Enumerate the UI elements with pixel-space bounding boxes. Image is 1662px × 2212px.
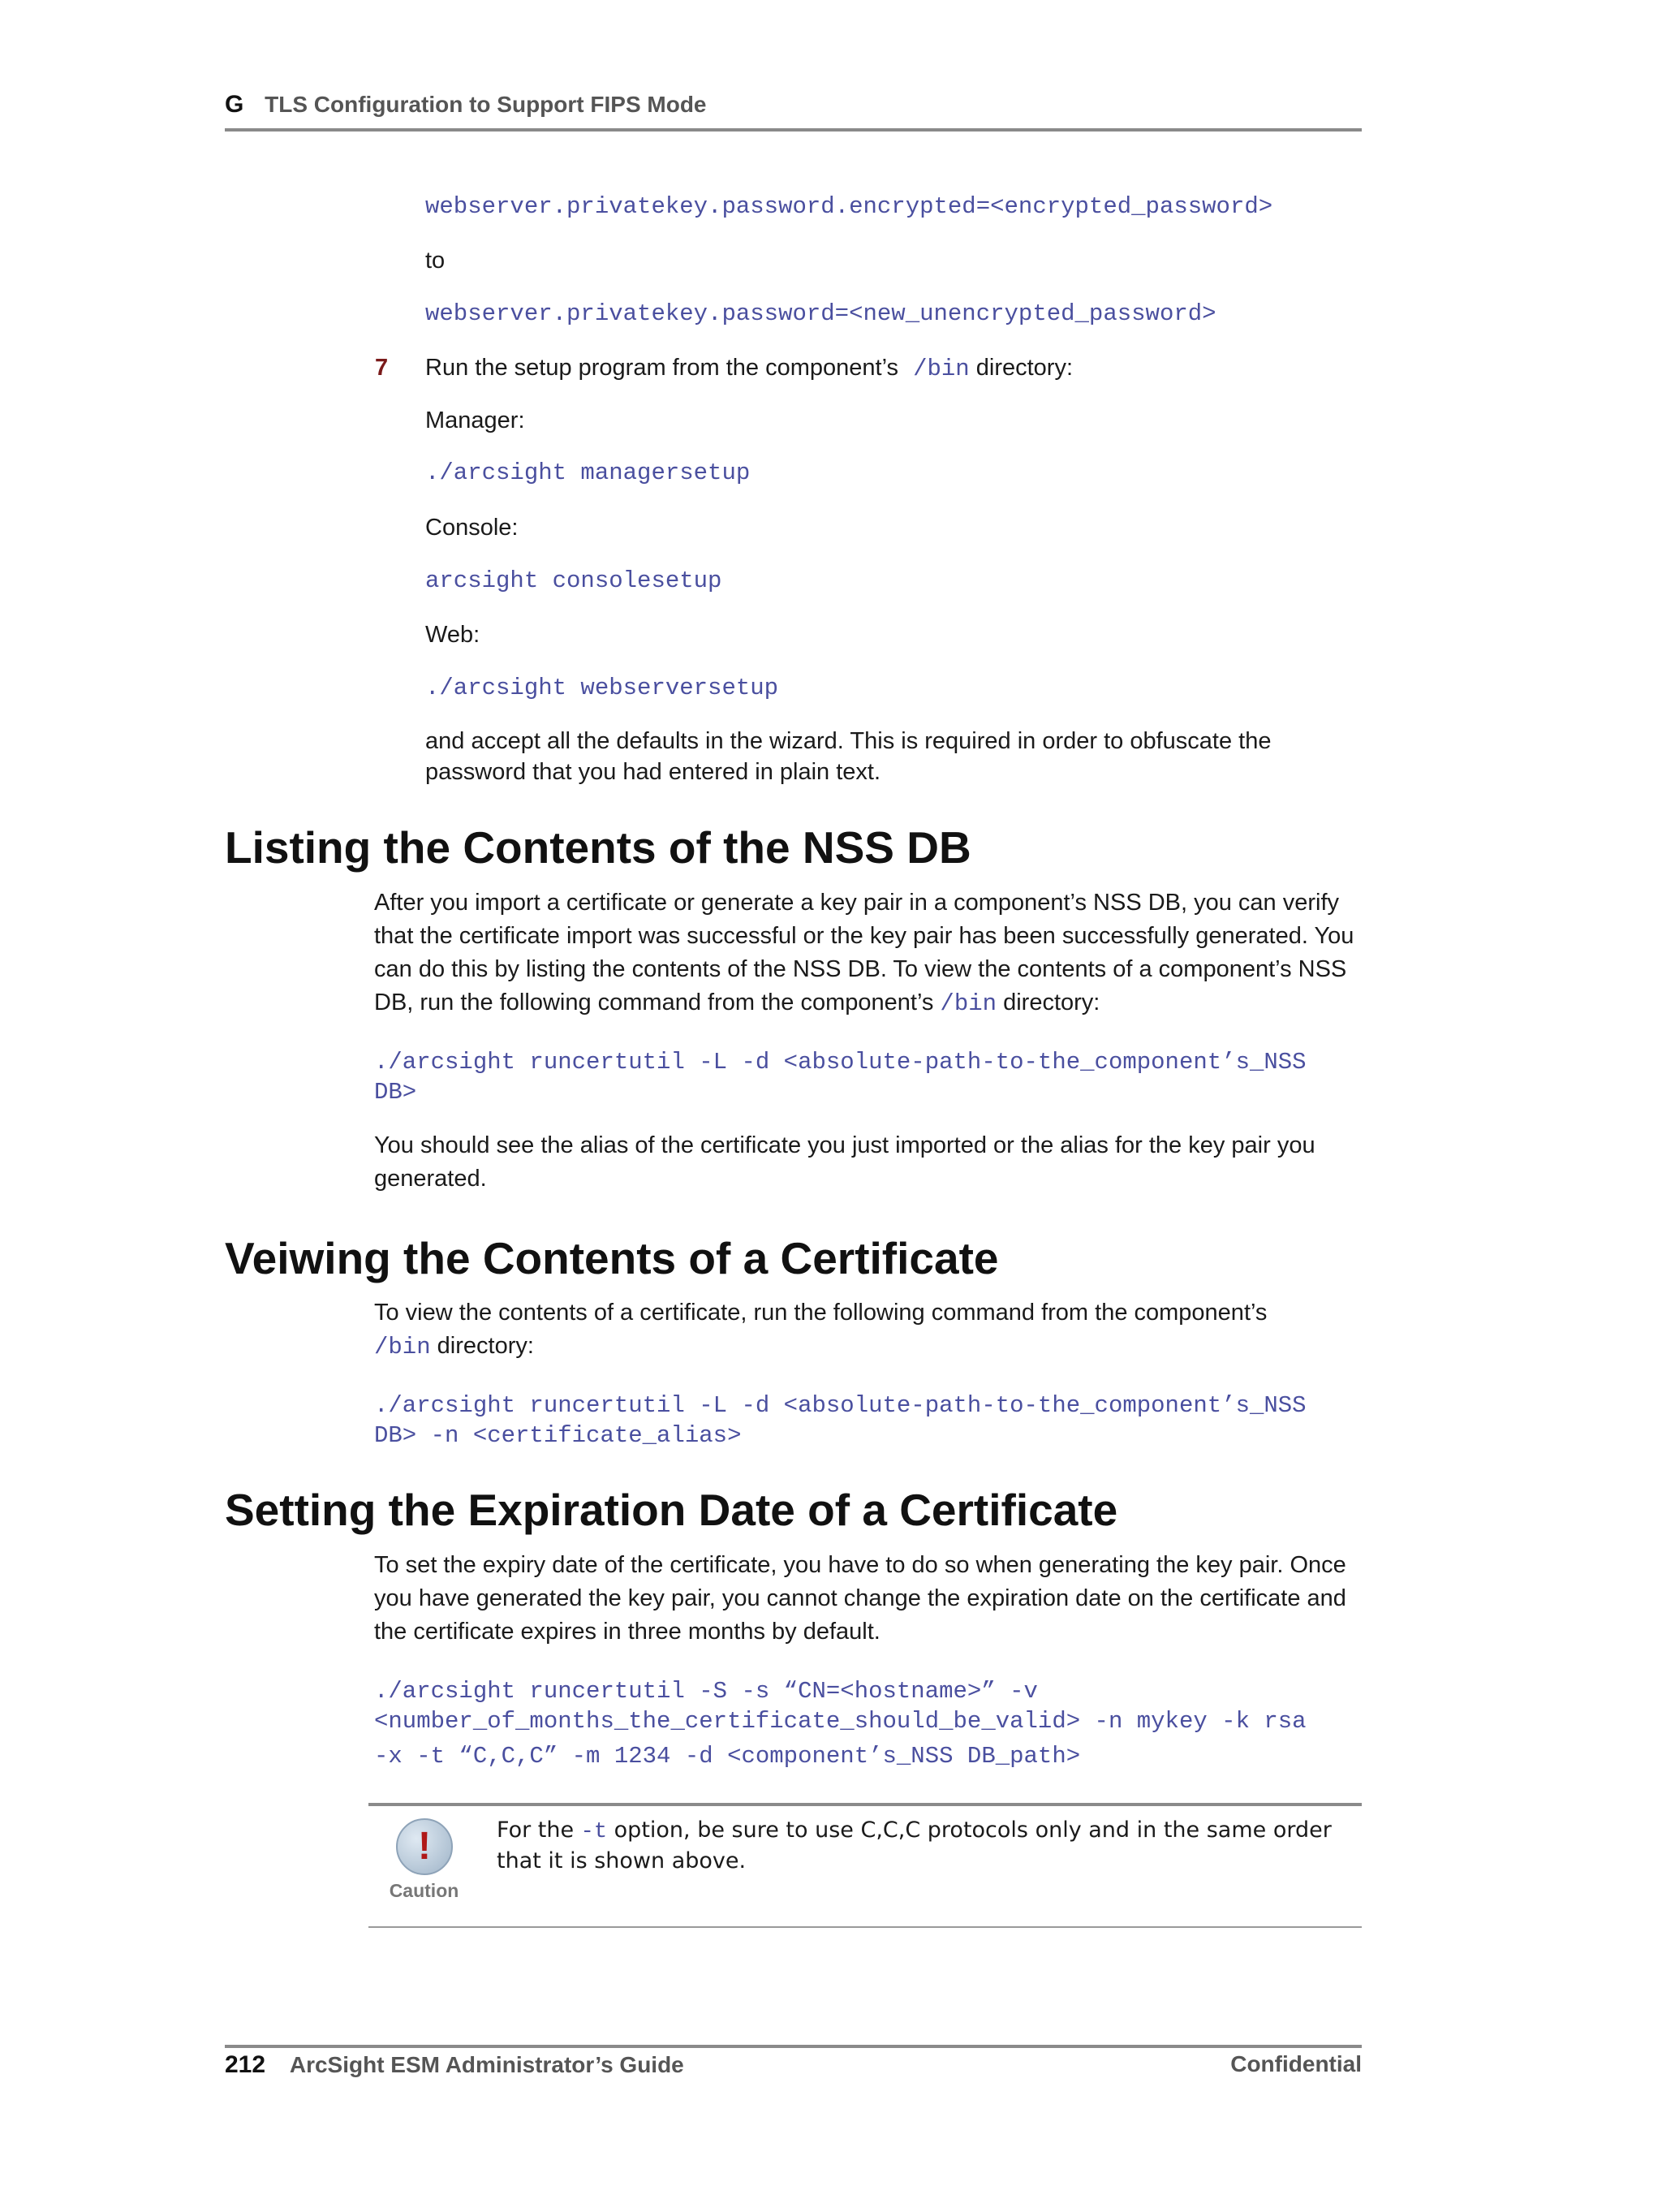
expiration-command-line2: <number_of_months_the_certificate_should_be_valid> -n mykey -k rsa	[374, 1708, 1307, 1735]
to-word: to	[425, 248, 446, 274]
chapter-title: TLS Configuration to Support FIPS Mode	[265, 92, 707, 117]
code-encrypted-password: webserver.privatekey.password.encrypted=<encrypted_password>	[425, 193, 1273, 220]
manager-label: Manager:	[425, 407, 525, 433]
heading-listing-nss-db: Listing the Contents of the NSS DB	[225, 822, 971, 873]
web-label: Web:	[425, 622, 480, 648]
step-text-before: Run the setup program from the component’s	[425, 355, 906, 381]
footer	[225, 2051, 1362, 2087]
viewing-para-text: To view the contents of a certificate, run the following command from the component’s	[374, 1300, 1268, 1326]
step-text-after: directory:	[969, 355, 1074, 381]
manager-command: ./arcsight managersetup	[425, 459, 751, 486]
viewing-bin-code: /bin	[374, 1334, 431, 1360]
listing-result-text: You should see the alias of the certificate you just imported or the alias for the key pair you generated.	[374, 1132, 1315, 1192]
heading-expiration-date: Setting the Expiration Date of a Certificate	[225, 1485, 1118, 1535]
step-closing-text: and accept all the defaults in the wizard. This is required in order to obfuscate the password that you had entered in plain text.	[425, 728, 1272, 785]
listing-command-line1: ./arcsight runcertutil -L -d <absolute-path-to-the_component’s_NSS	[374, 1049, 1307, 1076]
listing-command-line2: DB>	[374, 1079, 417, 1106]
book-title: ArcSight ESM Administrator’s Guide	[289, 2052, 684, 2077]
caution-inline-code: -t	[580, 1820, 608, 1844]
expiration-command-line3: -x -t “C,C,C” -m 1234 -d <component’s_NSS DB_path>	[374, 1743, 1081, 1770]
listing-paragraph	[374, 886, 1363, 1020]
caution-label: Caution	[389, 1880, 459, 1901]
listing-para-after: directory:	[997, 990, 1100, 1015]
caution-top-rule	[368, 1803, 1362, 1806]
viewing-command-line2: DB> -n <certificate_alias>	[374, 1422, 742, 1449]
footer-rule	[225, 2045, 1362, 2048]
expiration-paragraph: To set the expiry date of the certificate, you have to do so when generating the key pair. Once you have generated the key pair, you cannot change the expiration date on the certificate and the certificate expires in three months by default.	[374, 1552, 1346, 1645]
caution-icon	[381, 1818, 467, 1908]
console-command: arcsight consolesetup	[425, 567, 722, 594]
step-instruction	[425, 351, 1358, 386]
viewing-para-after: directory:	[430, 1333, 534, 1359]
chapter-letter: G	[225, 91, 244, 118]
console-label: Console:	[425, 515, 519, 541]
viewing-paragraph	[374, 1296, 1363, 1364]
step-number: 7	[375, 355, 389, 381]
web-command: ./arcsight webserversetup	[425, 675, 779, 701]
page-number: 212	[225, 2051, 266, 2078]
viewing-command-line1: ./arcsight runcertutil -L -d <absolute-path-to-the_component’s_NSS	[374, 1392, 1307, 1419]
listing-bin-code: /bin	[940, 990, 997, 1017]
running-header	[225, 91, 1361, 127]
heading-viewing-certificate: Veiwing the Contents of a Certificate	[225, 1233, 999, 1283]
expiration-command-line1: ./arcsight runcertutil -S -s “CN=<hostname>” -v	[374, 1678, 1038, 1705]
caution-text	[497, 1816, 1361, 1875]
exclamation-icon: !	[396, 1818, 453, 1875]
code-new-password: webserver.privatekey.password=<new_unencrypted_password>	[425, 300, 1216, 327]
caution-text-before: For the	[497, 1817, 581, 1843]
caution-text-after: option, be sure to use C,C,C protocols only and in the same order that it is shown above.	[497, 1817, 1332, 1874]
caution-bottom-rule	[368, 1926, 1362, 1928]
listing-para-text: After you import a certificate or generate a key pair in a component’s NSS DB, you can verify that the certificate import was successful or the key pair has been successfully generated. You can do this by listing the contents of the NSS DB. To view the contents of a component’s NSS DB, run the following command from the component’s	[374, 890, 1354, 1015]
header-rule	[225, 128, 1362, 132]
confidential-label: Confidential	[1230, 2051, 1362, 2076]
bin-inline-code: /bin	[913, 356, 970, 382]
